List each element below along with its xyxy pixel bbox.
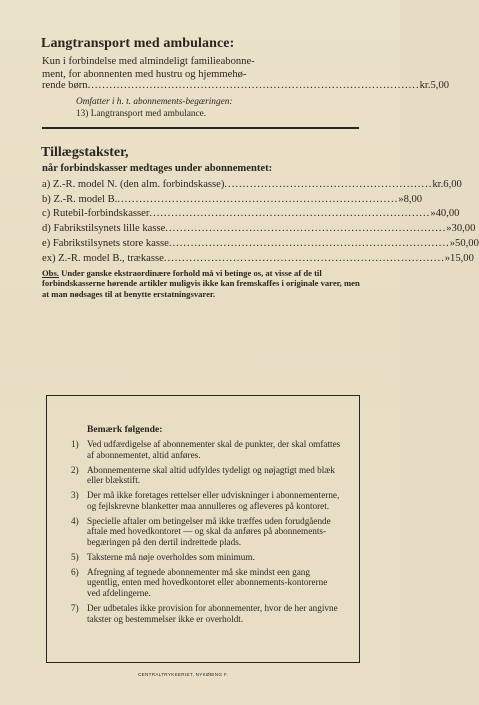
notice-text: Der udbetales ikke provision for abonnementer, hvor de her angivne takster og bestemmelser ikke er overholdt.	[87, 603, 338, 624]
notice-number: 3)	[71, 490, 79, 501]
ambulance-price-row	[42, 80, 450, 91]
surcharge-row	[42, 177, 462, 192]
surcharge-list	[42, 177, 479, 266]
notice-number: 4)	[71, 515, 79, 526]
section-divider	[42, 127, 359, 129]
notice-list	[71, 439, 341, 629]
leader-dots: .............................................................................	[117, 193, 399, 205]
surcharge-label: ex) Z.-R. model B., trækasse	[42, 252, 164, 264]
notice-text: Ved udfærdigelse af abonnementer skal de punkter, der skal omfattes af abonnementet, altid anføres.	[87, 439, 341, 460]
surcharge-row	[42, 251, 474, 266]
surcharge-value: 15,00	[450, 252, 474, 264]
notice-text: Afregning af tegnede abonnementer må ske mindst een gang ugentlig, enten med hovedkontoret eller abonnements-kontorerne ved afdelingerne.	[87, 566, 328, 599]
leader-dots: .............................................................................	[168, 238, 450, 250]
description-line: ment, for abonnenten med hustru og hjemmehø-	[42, 69, 247, 81]
notice-item	[71, 603, 341, 624]
notice-number: 7)	[71, 603, 79, 614]
leader-dots: ...........................................................................................	[87, 80, 420, 91]
section-title-surcharges: Tillægstakster,	[41, 145, 129, 160]
notice-number: 2)	[71, 464, 79, 475]
notice-item	[71, 490, 341, 511]
notice-text: Specielle aftaler om betingelser må ikke træffes uden forudgående aftale med hovedkontoret — og skal da anføres på abonnements-begæringen på den dertil indrettede plads.	[87, 515, 331, 547]
surcharge-value: 8,00	[403, 193, 423, 205]
price-value: 5,00	[430, 80, 450, 91]
notice-title: Bemærk følgende:	[87, 424, 163, 435]
obs-label: Obs.	[42, 268, 59, 278]
surcharge-unit: »	[444, 252, 451, 264]
notice-number: 6)	[71, 566, 79, 577]
notice-number: 1)	[71, 439, 79, 449]
section-title-ambulance: Langtransport med ambulance:	[41, 36, 235, 51]
section-subtitle-surcharges: når forbindskasser medtages under abonnementet:	[42, 163, 273, 174]
price-unit: kr.	[419, 80, 431, 91]
surcharge-label: b) Z.-R. model B.	[42, 193, 118, 205]
surcharge-label: a) Z.-R. model N. (den alm. forbindskasse)	[42, 178, 225, 190]
price-label: rende børn	[42, 80, 88, 91]
includes-label: Omfatter i h. t. abonnements-begæringen:	[76, 97, 233, 107]
surcharge-value: 40,00	[435, 208, 460, 220]
notice-text: Abonnementerne skal altid udfyldes tydeligt og nøjagtigt med blæk eller blækstift.	[87, 464, 336, 486]
surcharge-unit: »	[430, 208, 436, 220]
notice-item	[71, 465, 341, 486]
leader-dots: .............................................................................	[163, 252, 445, 264]
surcharge-row	[42, 207, 460, 222]
notice-item	[71, 516, 341, 548]
surcharge-label: e) Fabrikstilsynets store kasse	[42, 238, 169, 250]
description-line: Kun i forbindelse med almindeligt familieabonne-	[42, 56, 255, 67]
surcharge-value: 6,00	[443, 178, 462, 190]
notice-item	[71, 552, 341, 563]
leader-dots: .............................................................................	[165, 223, 447, 235]
surcharge-unit: »	[449, 238, 456, 250]
surcharge-unit: »	[446, 223, 452, 235]
leader-dots: .............................................................................	[149, 208, 431, 220]
notice-number: 5)	[71, 551, 79, 562]
notice-item	[71, 567, 341, 599]
surcharge-unit: kr.	[432, 178, 444, 190]
includes-item: 13) Langtransport med ambulance.	[76, 109, 207, 119]
surcharge-label: d) Fabrikstilsynets lille kasse	[42, 223, 166, 235]
surcharge-row	[42, 192, 423, 207]
surcharge-label: c) Rutebil-forbindskasser	[42, 208, 150, 220]
notice-text: Taksterne må nøje overholdes som minimum.	[87, 551, 255, 562]
surcharge-unit: »	[398, 193, 404, 205]
obs-text: Under ganske ekstraordinære forhold må vi betinge os, at visse af de til forbindskasserne hørende artikler muligvis ikke kan fremskaffes i originale varer, men at man nødsages til at benytte erstatningsvarer.	[42, 268, 360, 299]
printer-footer: CENTRALTRYKKERIET, NYKØBING F.	[138, 672, 229, 677]
surcharge-value: 30,00	[451, 223, 476, 235]
notice-text: Der må ikke foretages rettelser eller udviskninger i abonnementerne, og fejlskrevne blanketter maa annulleres og afleveres på kontoret.	[87, 490, 340, 511]
surcharge-row	[42, 221, 476, 236]
notice-item	[71, 439, 341, 460]
ambulance-description	[42, 55, 360, 82]
surcharge-row	[42, 236, 479, 251]
leader-dots: .........................................................	[224, 178, 433, 190]
surcharge-value: 50,00	[455, 238, 479, 250]
obs-note	[42, 268, 362, 299]
